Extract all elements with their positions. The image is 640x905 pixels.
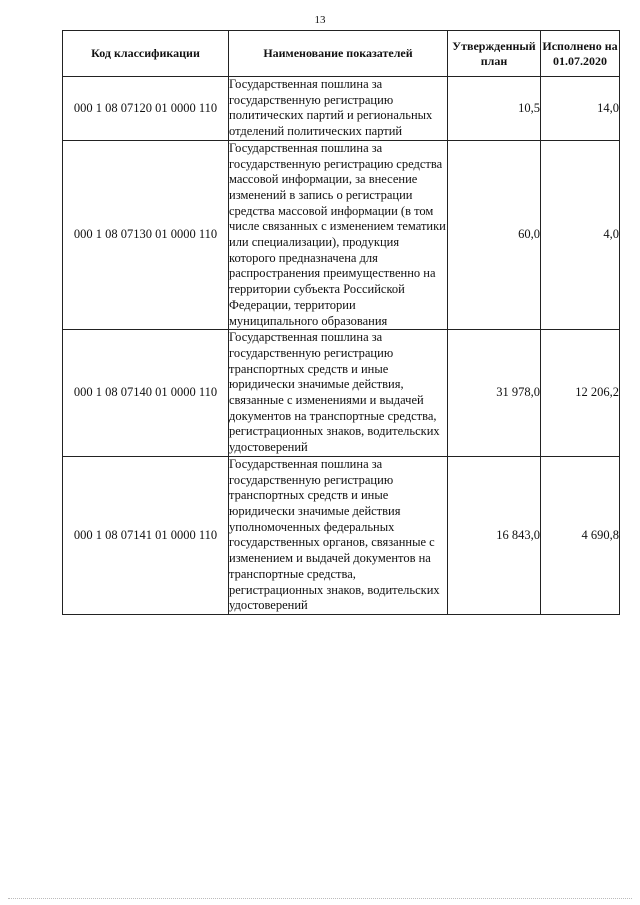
scan-edge-divider [8, 898, 632, 899]
row-code: 000 1 08 07130 01 0000 110 [63, 140, 229, 329]
row-executed: 12 206,2 [541, 330, 620, 457]
row-executed: 14,0 [541, 77, 620, 141]
row-plan: 60,0 [448, 140, 541, 329]
row-name: Государственная пошлина за государственную регистрацию средства массовой информации, за внесение изменений в запись о регистрации средства массовой информации (в том числе связанных с изменением тематики или специализации), продукция которого предназначена для распространения преимущественно на территории субъекта Российской Федерации, территории муниципального образования [229, 140, 448, 329]
row-executed: 4 690,8 [541, 456, 620, 614]
row-name: Государственная пошлина за государственную регистрацию транспортных средств и иные юридически значимые действия уполномоченных федеральных государственных органов, связанные с изменением и выдачей документов на транспортные средства, регистрационных знаков, водительских удостоверений [229, 456, 448, 614]
header-plan: Утвержденный план [448, 31, 541, 77]
row-plan: 10,5 [448, 77, 541, 141]
header-code: Код классификации [63, 31, 229, 77]
row-plan: 16 843,0 [448, 456, 541, 614]
row-code: 000 1 08 07140 01 0000 110 [63, 330, 229, 457]
row-code: 000 1 08 07141 01 0000 110 [63, 456, 229, 614]
table-header-row [63, 31, 620, 77]
row-executed: 4,0 [541, 140, 620, 329]
table-row [63, 140, 620, 329]
page-number: 13 [314, 14, 326, 26]
table-row [63, 330, 620, 457]
row-code: 000 1 08 07120 01 0000 110 [63, 77, 229, 141]
row-name: Государственная пошлина за государственную регистрацию политических партий и региональных отделений политических партий [229, 77, 448, 141]
header-executed: Исполнено на 01.07.2020 [541, 31, 620, 77]
row-plan: 31 978,0 [448, 330, 541, 457]
table-row [63, 456, 620, 614]
table-row [63, 77, 620, 141]
row-name: Государственная пошлина за государственную регистрацию транспортных средств и иные юридически значимые действия, связанные с изменениями и выдачей документов на транспортные средства, регистрационных знаков, водительских удостоверений [229, 330, 448, 457]
budget-revenue-table [62, 30, 620, 615]
header-name: Наименование показателей [229, 31, 448, 77]
